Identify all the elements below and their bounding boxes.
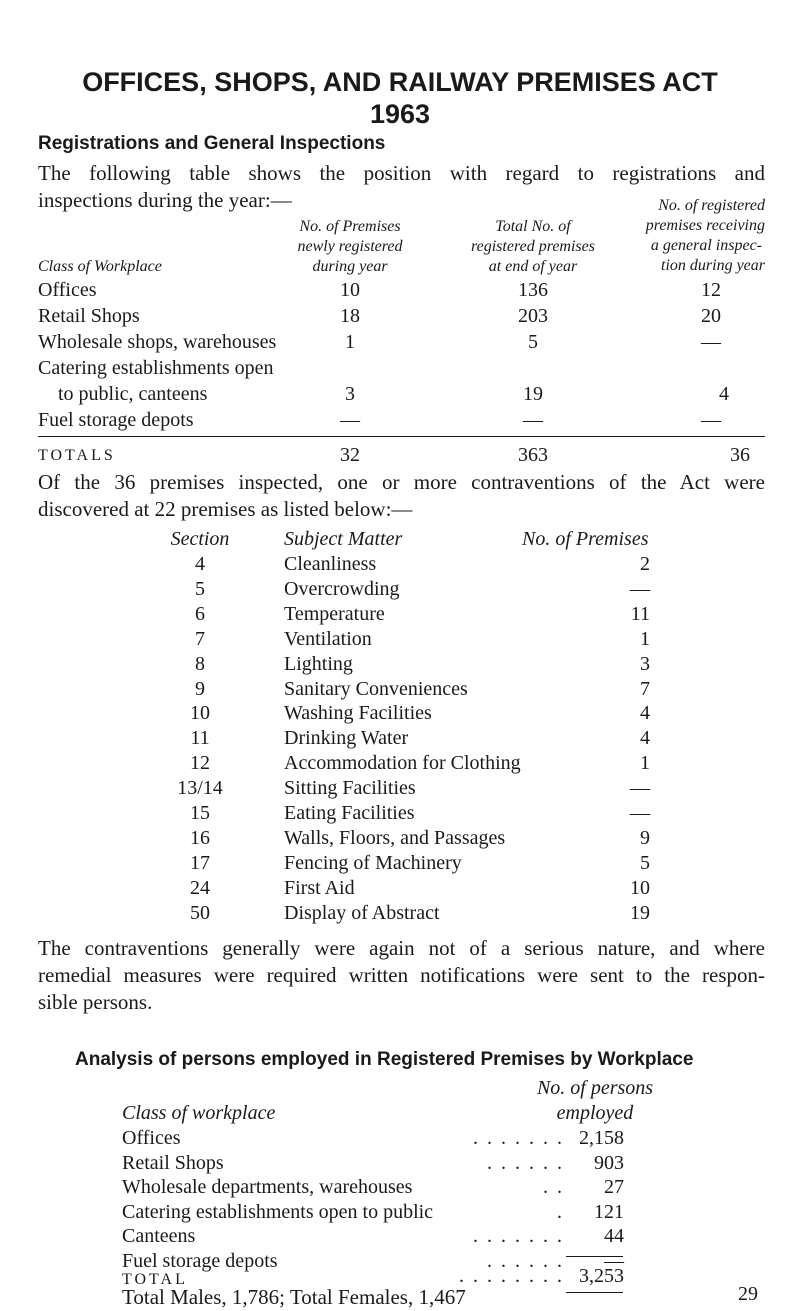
table-cell: 3 [345,383,355,405]
table-cell: — [701,331,721,353]
table-row-label: Retail Shops [38,305,140,327]
section-number: 16 [190,826,210,849]
subject-matter: Sitting Facilities [284,777,416,800]
registrations-intro-2: inspections during the year:— [38,188,292,212]
section-number: 24 [190,876,210,899]
table-row-label: Wholesale shops, warehouses [38,331,277,353]
section-number: 50 [190,901,210,924]
page-number: 29 [738,1283,758,1305]
totals-divider [38,436,765,437]
section-number: 10 [190,702,210,725]
premises-count: — [630,777,650,800]
section-number: 4 [195,553,205,575]
subject-matter: Display of Abstract [284,901,440,924]
premises-count: 1 [640,627,650,650]
table-cell: 10 [340,279,360,301]
persons-employed: 2,158 [579,1127,624,1149]
totals-label: TOTALS [38,447,116,464]
premises-count: 11 [630,602,650,625]
section-number: 6 [195,602,205,625]
contraventions-intro-2: discovered at 22 premises as listed below:— [38,497,413,521]
premises-count: — [630,802,650,824]
table-cell: 203 [518,305,548,327]
subject-matter: Accommodation for Clothing [284,752,521,775]
totals-summary: Total Males, 1,786; Total Females, 1,467 [122,1285,466,1309]
persons-employed: — [604,1249,624,1272]
section-number: 8 [195,652,205,675]
table-cell: 4 [719,383,729,405]
totals-cell: 363 [518,444,548,466]
premises-count: 4 [640,727,650,750]
total-rule-top [566,1256,623,1257]
total-rule-bottom [566,1292,623,1293]
persons-employed: 44 [604,1225,624,1247]
leader-dots: . . . . . . . [473,1225,564,1247]
header-section: Section [170,528,230,550]
analysis-total-dots: . . . . . . . . [459,1265,564,1287]
table-cell: 1 [345,331,355,353]
section-number: 7 [195,627,205,650]
page-title-year: 1963 [369,99,431,129]
section-number: 9 [195,677,205,700]
persons-employed: 121 [594,1200,624,1223]
closing-line-3: sible persons. [38,990,153,1014]
table-row-label: Offices [38,279,97,301]
section-number: 5 [195,577,205,600]
premises-count: — [630,577,650,600]
premises-count: 2 [640,553,650,575]
header-persons-1: No. of persons [536,1077,654,1099]
table-cell: 18 [340,305,360,327]
premises-count: 1 [640,752,650,775]
table-cell: — [701,409,721,431]
section-number: 15 [190,802,210,824]
analysis-total-value: 3,253 [579,1265,624,1287]
premises-count: 5 [640,851,650,874]
header-subject: Subject Matter [284,528,403,550]
premises-count: 7 [640,677,650,700]
leader-dots: . . . . . . . [473,1127,564,1149]
leader-dots: . . . . . . [487,1249,564,1272]
section-number: 17 [190,851,210,874]
analysis-total-label: TOTAL [122,1271,188,1288]
table-cell: 5 [528,331,538,353]
section-number: 13/14 [177,777,223,800]
subject-matter: Overcrowding [284,577,400,600]
registrations-heading: Registrations and General Inspections [38,133,386,154]
workplace-label: Wholesale departments, warehouses [122,1176,413,1198]
subject-matter: Sanitary Conveniences [284,677,468,700]
table-cell: — [340,409,360,431]
premises-count: 9 [640,826,650,849]
subject-matter: Temperature [284,602,385,625]
header-class-of-workplace: Class of workplace [122,1102,276,1124]
table-row-label: Fuel storage depots [38,409,194,431]
registrations-intro-1: The following table shows the position with regard to registrations and [38,161,765,185]
subject-matter: First Aid [284,876,355,899]
header-premises: No. of Premises [522,528,649,550]
workplace-label: Retail Shops [122,1151,224,1174]
subject-matter: Cleanliness [284,553,377,575]
subject-matter: Washing Facilities [284,702,432,725]
table-cell: 19 [523,383,543,405]
table-cell: 12 [701,279,721,301]
contraventions-intro-1: Of the 36 premises inspected, one or more contraventions of the Act were [38,470,765,494]
workplace-label: Fuel storage depots [122,1249,278,1272]
subject-matter: Eating Facilities [284,802,415,824]
leader-dots: . [557,1200,564,1223]
analysis-heading: Analysis of persons employed in Registered Premises by Workplace [75,1049,694,1070]
table-row-label: Catering establishments open [38,357,274,379]
leader-dots: . . [543,1176,564,1198]
premises-count: 4 [640,702,650,725]
subject-matter: Fencing of Machinery [284,851,462,874]
subject-matter: Lighting [284,652,353,675]
table-cell: 136 [518,279,548,301]
header-persons-2: employed [556,1102,634,1124]
subject-matter: Walls, Floors, and Passages [284,826,506,849]
header-class: Class of Workplace [38,258,162,275]
subject-matter: Drinking Water [284,727,409,750]
section-number: 12 [190,752,210,775]
page-title: OFFICES, SHOPS, AND RAILWAY PREMISES ACT [82,67,718,97]
totals-cell: 36 [730,444,750,466]
persons-employed: 27 [604,1176,624,1198]
leader-dots: . . . . . . [487,1151,564,1174]
subject-matter: Ventilation [284,627,372,650]
table-row-label-continued: to public, canteens [58,383,208,405]
premises-count: 10 [630,876,650,899]
workplace-label: Catering establishments open to public [122,1200,434,1223]
persons-employed: 903 [594,1151,624,1174]
premises-count: 19 [630,901,650,924]
section-number: 11 [190,727,210,750]
premises-count: 3 [640,652,650,675]
closing-line-2: remedial measures were required written notifications were sent to the respon- [38,963,765,987]
closing-line-1: The contraventions generally were again not of a serious nature, and where [38,936,765,960]
workplace-label: Offices [122,1127,181,1149]
table-cell: — [523,409,543,431]
workplace-label: Canteens [122,1225,196,1247]
totals-cell: 32 [340,444,360,466]
table-cell: 20 [701,305,721,327]
